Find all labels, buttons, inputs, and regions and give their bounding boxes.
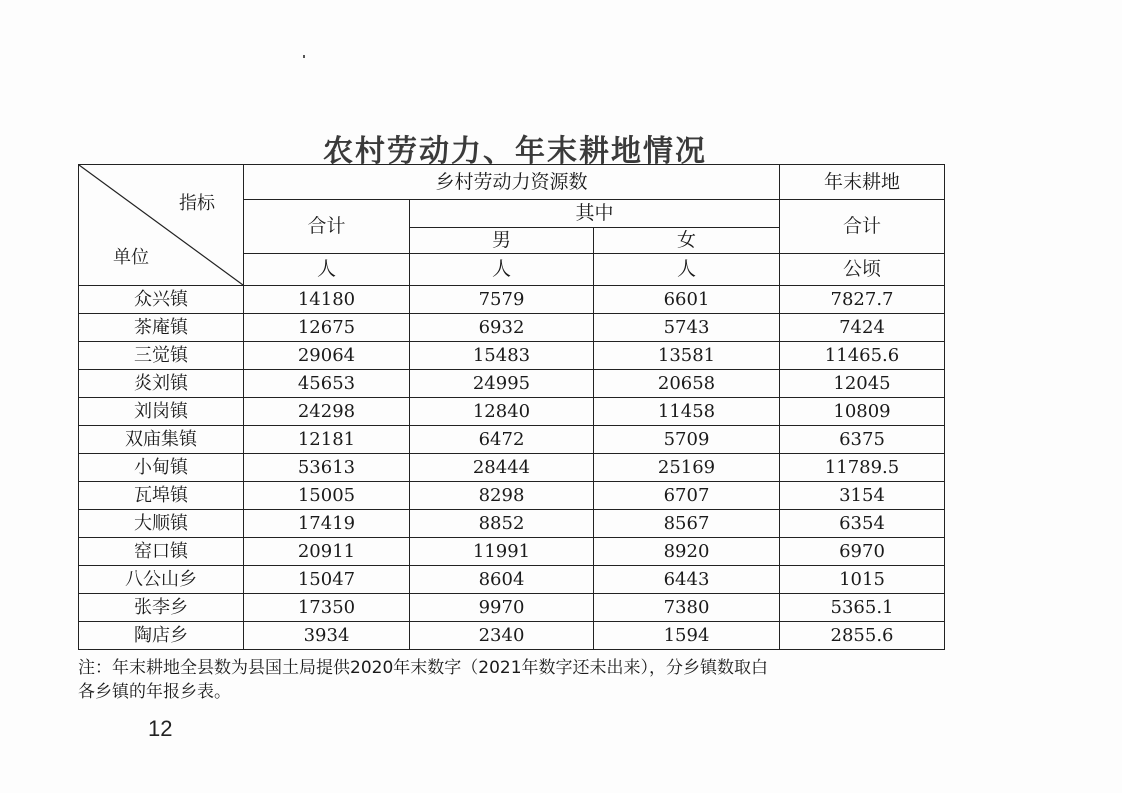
row-name-cell: 窑口镇 [79,538,244,566]
indicator-label: 指标 [179,193,215,214]
footnote-line-1: 注：年末耕地全县数为县国土局提供2020年末数字（2021年数字还未出来），分乡镇数取白 [78,658,769,678]
data-table [78,164,945,650]
row-female-cell: 6601 [594,286,780,314]
row-name-cell: 小甸镇 [79,454,244,482]
row-female-cell: 5743 [594,314,780,342]
header-diagonal-cell [79,165,244,286]
row-male-cell: 6932 [410,314,594,342]
unit-people-male: 人 [410,254,594,286]
row-male-cell: 8604 [410,566,594,594]
col-header-land-total: 合计 [780,200,945,254]
col-header-total: 合计 [244,200,410,254]
row-land-cell: 11789.5 [780,454,945,482]
table-row [79,286,945,314]
row-total-cell: 53613 [244,454,410,482]
row-land-cell: 3154 [780,482,945,510]
row-male-cell: 8852 [410,510,594,538]
row-female-cell: 11458 [594,398,780,426]
row-land-cell: 2855.6 [780,622,945,650]
unit-people-total: 人 [244,254,410,286]
group-header-land: 年末耕地 [780,165,945,200]
row-total-cell: 45653 [244,370,410,398]
table-row [79,622,945,650]
row-male-cell: 28444 [410,454,594,482]
row-name-cell: 众兴镇 [79,286,244,314]
unit-hectare: 公顷 [780,254,945,286]
row-male-cell: 12840 [410,398,594,426]
row-name-cell: 刘岗镇 [79,398,244,426]
row-total-cell: 20911 [244,538,410,566]
table-row [79,314,945,342]
row-female-cell: 7380 [594,594,780,622]
row-female-cell: 1594 [594,622,780,650]
scan-speck [303,55,305,58]
row-male-cell: 2340 [410,622,594,650]
row-land-cell: 7424 [780,314,945,342]
row-female-cell: 8920 [594,538,780,566]
col-header-female: 女 [594,228,780,254]
unit-label: 单位 [113,247,149,268]
row-male-cell: 6472 [410,426,594,454]
table-row [79,342,945,370]
col-header-of-which: 其中 [410,200,780,228]
row-name-cell: 茶庵镇 [79,314,244,342]
row-total-cell: 24298 [244,398,410,426]
table-row [79,538,945,566]
row-total-cell: 15047 [244,566,410,594]
row-female-cell: 8567 [594,510,780,538]
row-male-cell: 15483 [410,342,594,370]
row-total-cell: 12181 [244,426,410,454]
table-row [79,426,945,454]
row-land-cell: 6375 [780,426,945,454]
row-land-cell: 7827.7 [780,286,945,314]
row-name-cell: 双庙集镇 [79,426,244,454]
table-row [79,482,945,510]
table-row [79,370,945,398]
table-row [79,566,945,594]
row-total-cell: 14180 [244,286,410,314]
row-female-cell: 6707 [594,482,780,510]
page-number: 12 [148,716,173,741]
row-land-cell: 12045 [780,370,945,398]
row-total-cell: 3934 [244,622,410,650]
row-female-cell: 5709 [594,426,780,454]
row-male-cell: 9970 [410,594,594,622]
row-name-cell: 陶店乡 [79,622,244,650]
row-female-cell: 6443 [594,566,780,594]
row-male-cell: 8298 [410,482,594,510]
row-land-cell: 11465.6 [780,342,945,370]
table-body [79,286,945,650]
diagonal-line [79,165,243,285]
row-female-cell: 20658 [594,370,780,398]
row-land-cell: 6970 [780,538,945,566]
row-total-cell: 12675 [244,314,410,342]
row-total-cell: 15005 [244,482,410,510]
row-name-cell: 炎刘镇 [79,370,244,398]
row-name-cell: 张李乡 [79,594,244,622]
row-name-cell: 瓦埠镇 [79,482,244,510]
col-header-male: 男 [410,228,594,254]
row-total-cell: 29064 [244,342,410,370]
row-name-cell: 大顺镇 [79,510,244,538]
table-row [79,454,945,482]
footnote [78,656,948,704]
row-total-cell: 17419 [244,510,410,538]
row-male-cell: 7579 [410,286,594,314]
row-female-cell: 13581 [594,342,780,370]
row-land-cell: 10809 [780,398,945,426]
table-row [79,398,945,426]
table-row [79,510,945,538]
row-male-cell: 11991 [410,538,594,566]
row-male-cell: 24995 [410,370,594,398]
row-name-cell: 八公山乡 [79,566,244,594]
page-title: 农村劳动力、年末耕地情况 [323,134,707,169]
row-name-cell: 三觉镇 [79,342,244,370]
row-land-cell: 5365.1 [780,594,945,622]
row-total-cell: 17350 [244,594,410,622]
group-header-labor: 乡村劳动力资源数 [244,165,780,200]
footnote-line-2: 各乡镇的年报乡表。 [78,682,231,702]
unit-people-female: 人 [594,254,780,286]
row-land-cell: 6354 [780,510,945,538]
row-land-cell: 1015 [780,566,945,594]
table-row [79,594,945,622]
row-female-cell: 25169 [594,454,780,482]
